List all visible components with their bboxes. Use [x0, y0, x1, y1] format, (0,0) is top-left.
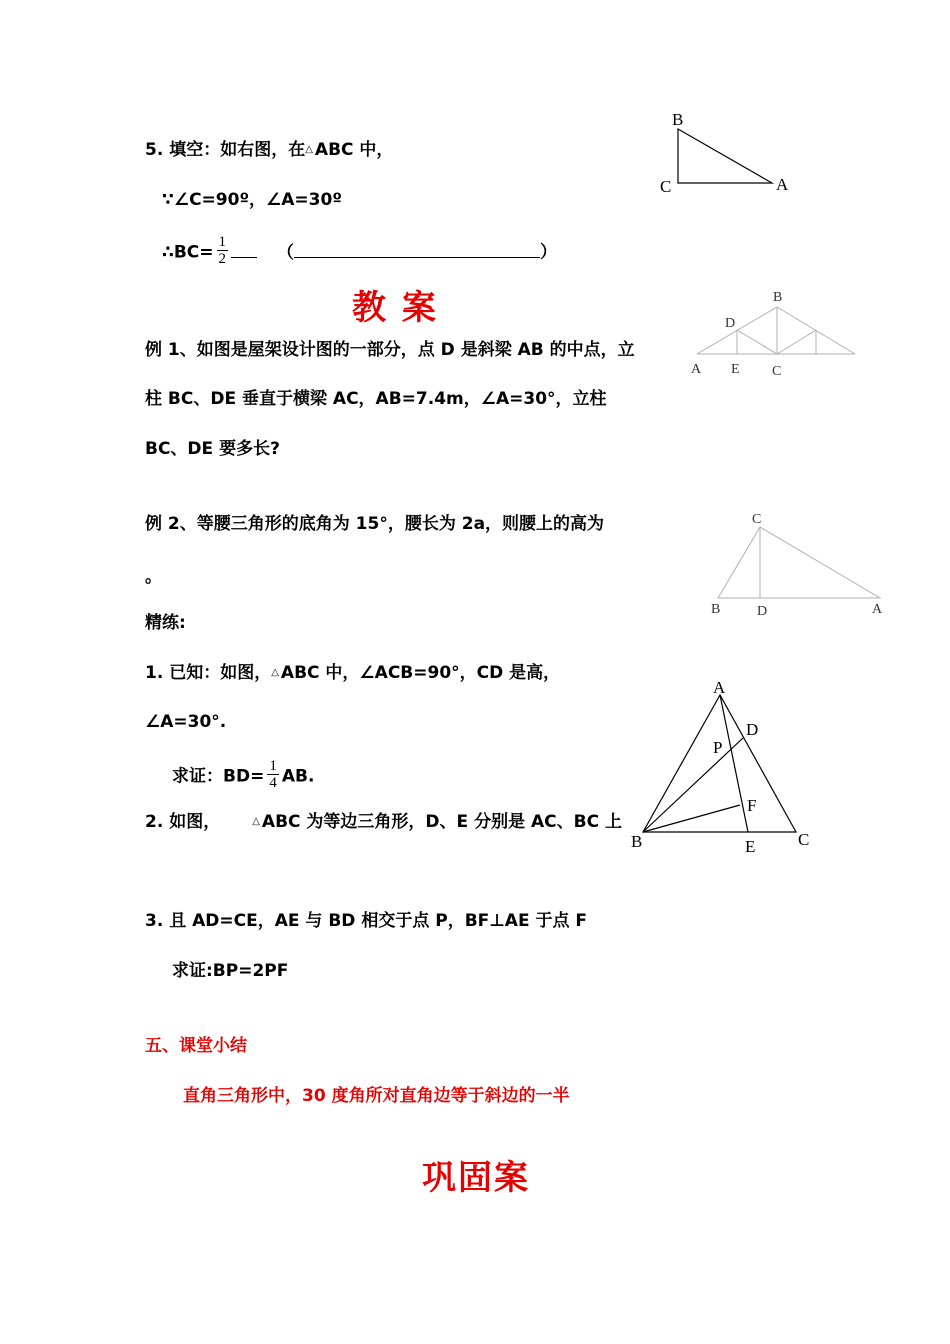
label-D: D	[757, 604, 768, 619]
label-C: C	[752, 512, 762, 527]
practice-1-line3-post: AB.	[281, 766, 315, 787]
label-A: A	[776, 175, 789, 194]
label-E: E	[745, 837, 756, 856]
short-blank	[231, 257, 257, 258]
practice-1-line3	[172, 760, 314, 793]
practice-1-line3-pre: 求证：BD=	[172, 766, 265, 787]
gonggu-title: 巩固案	[422, 1158, 530, 1198]
triangle-bca	[678, 129, 772, 183]
paren-open: （	[276, 242, 294, 263]
q5-line1	[145, 138, 393, 162]
practice-2-pre: 2. 如图，	[145, 812, 221, 832]
label-F: F	[747, 796, 757, 815]
fraction-one-quarter	[267, 758, 279, 791]
label-A: A	[872, 602, 883, 617]
practice-3-line2: 求证:BP=2PF	[172, 961, 289, 981]
practice-3-line1: 3. 且 AD=CE，AE 与 BD 相交于点 P，BF⊥AE 于点 F	[145, 911, 588, 931]
triangle-symbol: △	[305, 144, 313, 155]
label-B: B	[773, 290, 783, 305]
practice-2-line	[145, 810, 622, 834]
jiaoan-title: 教 案	[352, 288, 438, 328]
answer-blank[interactable]	[294, 257, 540, 258]
summary-heading: 五、课堂小结	[145, 1036, 247, 1056]
triangle-abc	[643, 695, 796, 832]
practice-1-pre: 1. 已知：如图，	[145, 663, 272, 683]
fraction-numerator: 1	[269, 758, 277, 774]
q5-line2: ∵∠C=90º，∠A=30º	[162, 190, 342, 210]
practice-2-post: ABC 为等边三角形，D、E 分别是 AC、BC 上	[261, 812, 622, 832]
label-C: C	[772, 364, 782, 379]
label-A: A	[713, 678, 726, 697]
figure-right-triangle	[650, 105, 810, 205]
segment-ae	[720, 695, 748, 832]
ex1-line3: BC、DE 要多长?	[145, 439, 280, 459]
triangle-bca	[718, 527, 880, 598]
figure-triangle-altitude	[700, 505, 890, 620]
fraction-numerator: 1	[218, 234, 227, 250]
practice-1-post: ABC 中，∠ACB=90°，CD 是高，	[280, 663, 561, 683]
fraction-denominator: 4	[269, 775, 277, 791]
label-E: E	[731, 362, 740, 377]
fraction-one-half	[217, 234, 229, 267]
label-B: B	[711, 602, 721, 617]
triangle-symbol: △	[271, 667, 279, 678]
ex2-line1: 例 2、等腰三角形的底角为 15°，腰长为 2a，则腰上的高为	[145, 514, 605, 534]
fraction-denominator: 2	[218, 251, 227, 267]
ex1-line1: 例 1、如图是屋架设计图的一部分，点 D 是斜梁 AB 的中点，立	[145, 340, 635, 360]
label-B: B	[631, 832, 643, 851]
practice-1-line2: ∠A=30°.	[145, 712, 227, 732]
label-D: D	[725, 316, 736, 331]
truss-brace-left	[737, 330, 777, 354]
ex1-line2: 柱 BC、DE 垂直于横梁 AC，AB=7.4m，∠A=30°，立柱	[145, 389, 607, 409]
practice-heading: 精练:	[145, 613, 186, 633]
label-C: C	[798, 830, 810, 849]
q5-line1-tail: ABC 中，	[314, 140, 394, 160]
paren-close: ）	[539, 242, 557, 263]
truss-brace-right	[777, 330, 816, 354]
figure-roof-truss	[685, 285, 865, 385]
label-A: A	[691, 362, 702, 377]
label-C: C	[660, 177, 672, 196]
q5-line3	[162, 236, 557, 269]
summary-text: 直角三角形中，30 度角所对直角边等于斜边的一半	[183, 1086, 570, 1106]
label-D: D	[746, 720, 759, 739]
figure-equilateral-triangle	[620, 670, 820, 860]
ex2-line2: 。	[145, 567, 162, 587]
triangle-symbol: △	[252, 816, 260, 827]
q5-line3-prefix: ∴BC=	[162, 242, 214, 263]
label-B: B	[672, 110, 684, 129]
label-P: P	[713, 738, 723, 757]
practice-1-line1	[145, 661, 560, 685]
q5-line1-text: 5. 填空：如右图，在	[145, 140, 306, 160]
